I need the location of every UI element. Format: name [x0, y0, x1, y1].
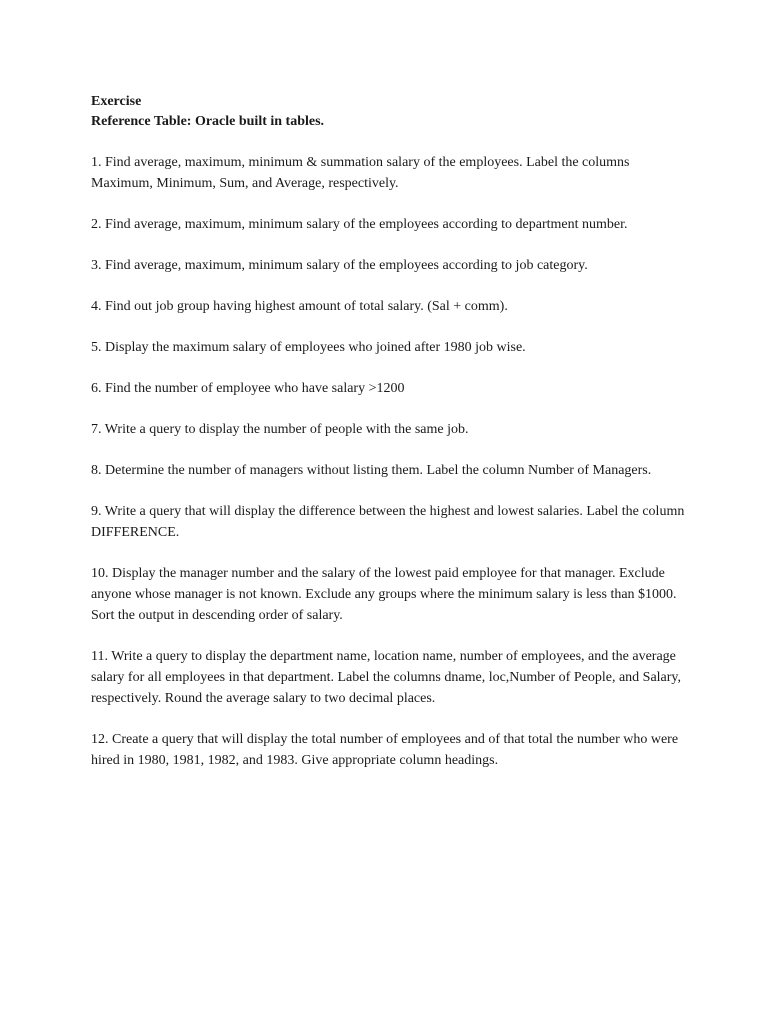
document-title: Exercise — [91, 94, 142, 109]
question-item: 9. Write a query that will display the difference between the highest and lowest salaries. Label the column DIFFERENCE. — [91, 504, 685, 540]
question-item: 10. Display the manager number and the salary of the lowest paid employee for that manager. Exclude anyone whose manager is not known. Exclude any groups where the minimum salary is less than $1000. Sort the output in descending order of salary. — [91, 566, 677, 623]
question-item: 5. Display the maximum salary of employees who joined after 1980 job wise. — [91, 340, 526, 355]
question-item: 6. Find the number of employee who have salary >1200 — [91, 381, 405, 396]
question-item: 3. Find average, maximum, minimum salary of the employees according to job category. — [91, 258, 588, 273]
question-item: 7. Write a query to display the number of people with the same job. — [91, 422, 469, 437]
question-list — [91, 152, 691, 771]
document-page — [91, 92, 691, 791]
question-item: 11. Write a query to display the department name, location name, number of employees, and the average salary for all employees in that department. Label the columns dname, loc,Number of People, and Salary, respectively. Round the average salary to two decimal places. — [91, 649, 682, 706]
question-item: 2. Find average, maximum, minimum salary of the employees according to department number. — [91, 217, 628, 232]
question-item: 8. Determine the number of managers without listing them. Label the column Number of Managers. — [91, 463, 652, 478]
question-item: 4. Find out job group having highest amount of total salary. (Sal + comm). — [91, 299, 508, 314]
question-item: 12. Create a query that will display the total number of employees and of that total the number who were hired in 1980, 1981, 1982, and 1983. Give appropriate column headings. — [91, 732, 679, 768]
question-item: 1. Find average, maximum, minimum & summation salary of the employees. Label the columns Maximum, Minimum, Sum, and Average, respectively. — [91, 155, 630, 191]
document-subtitle: Reference Table: Oracle built in tables. — [91, 114, 325, 129]
